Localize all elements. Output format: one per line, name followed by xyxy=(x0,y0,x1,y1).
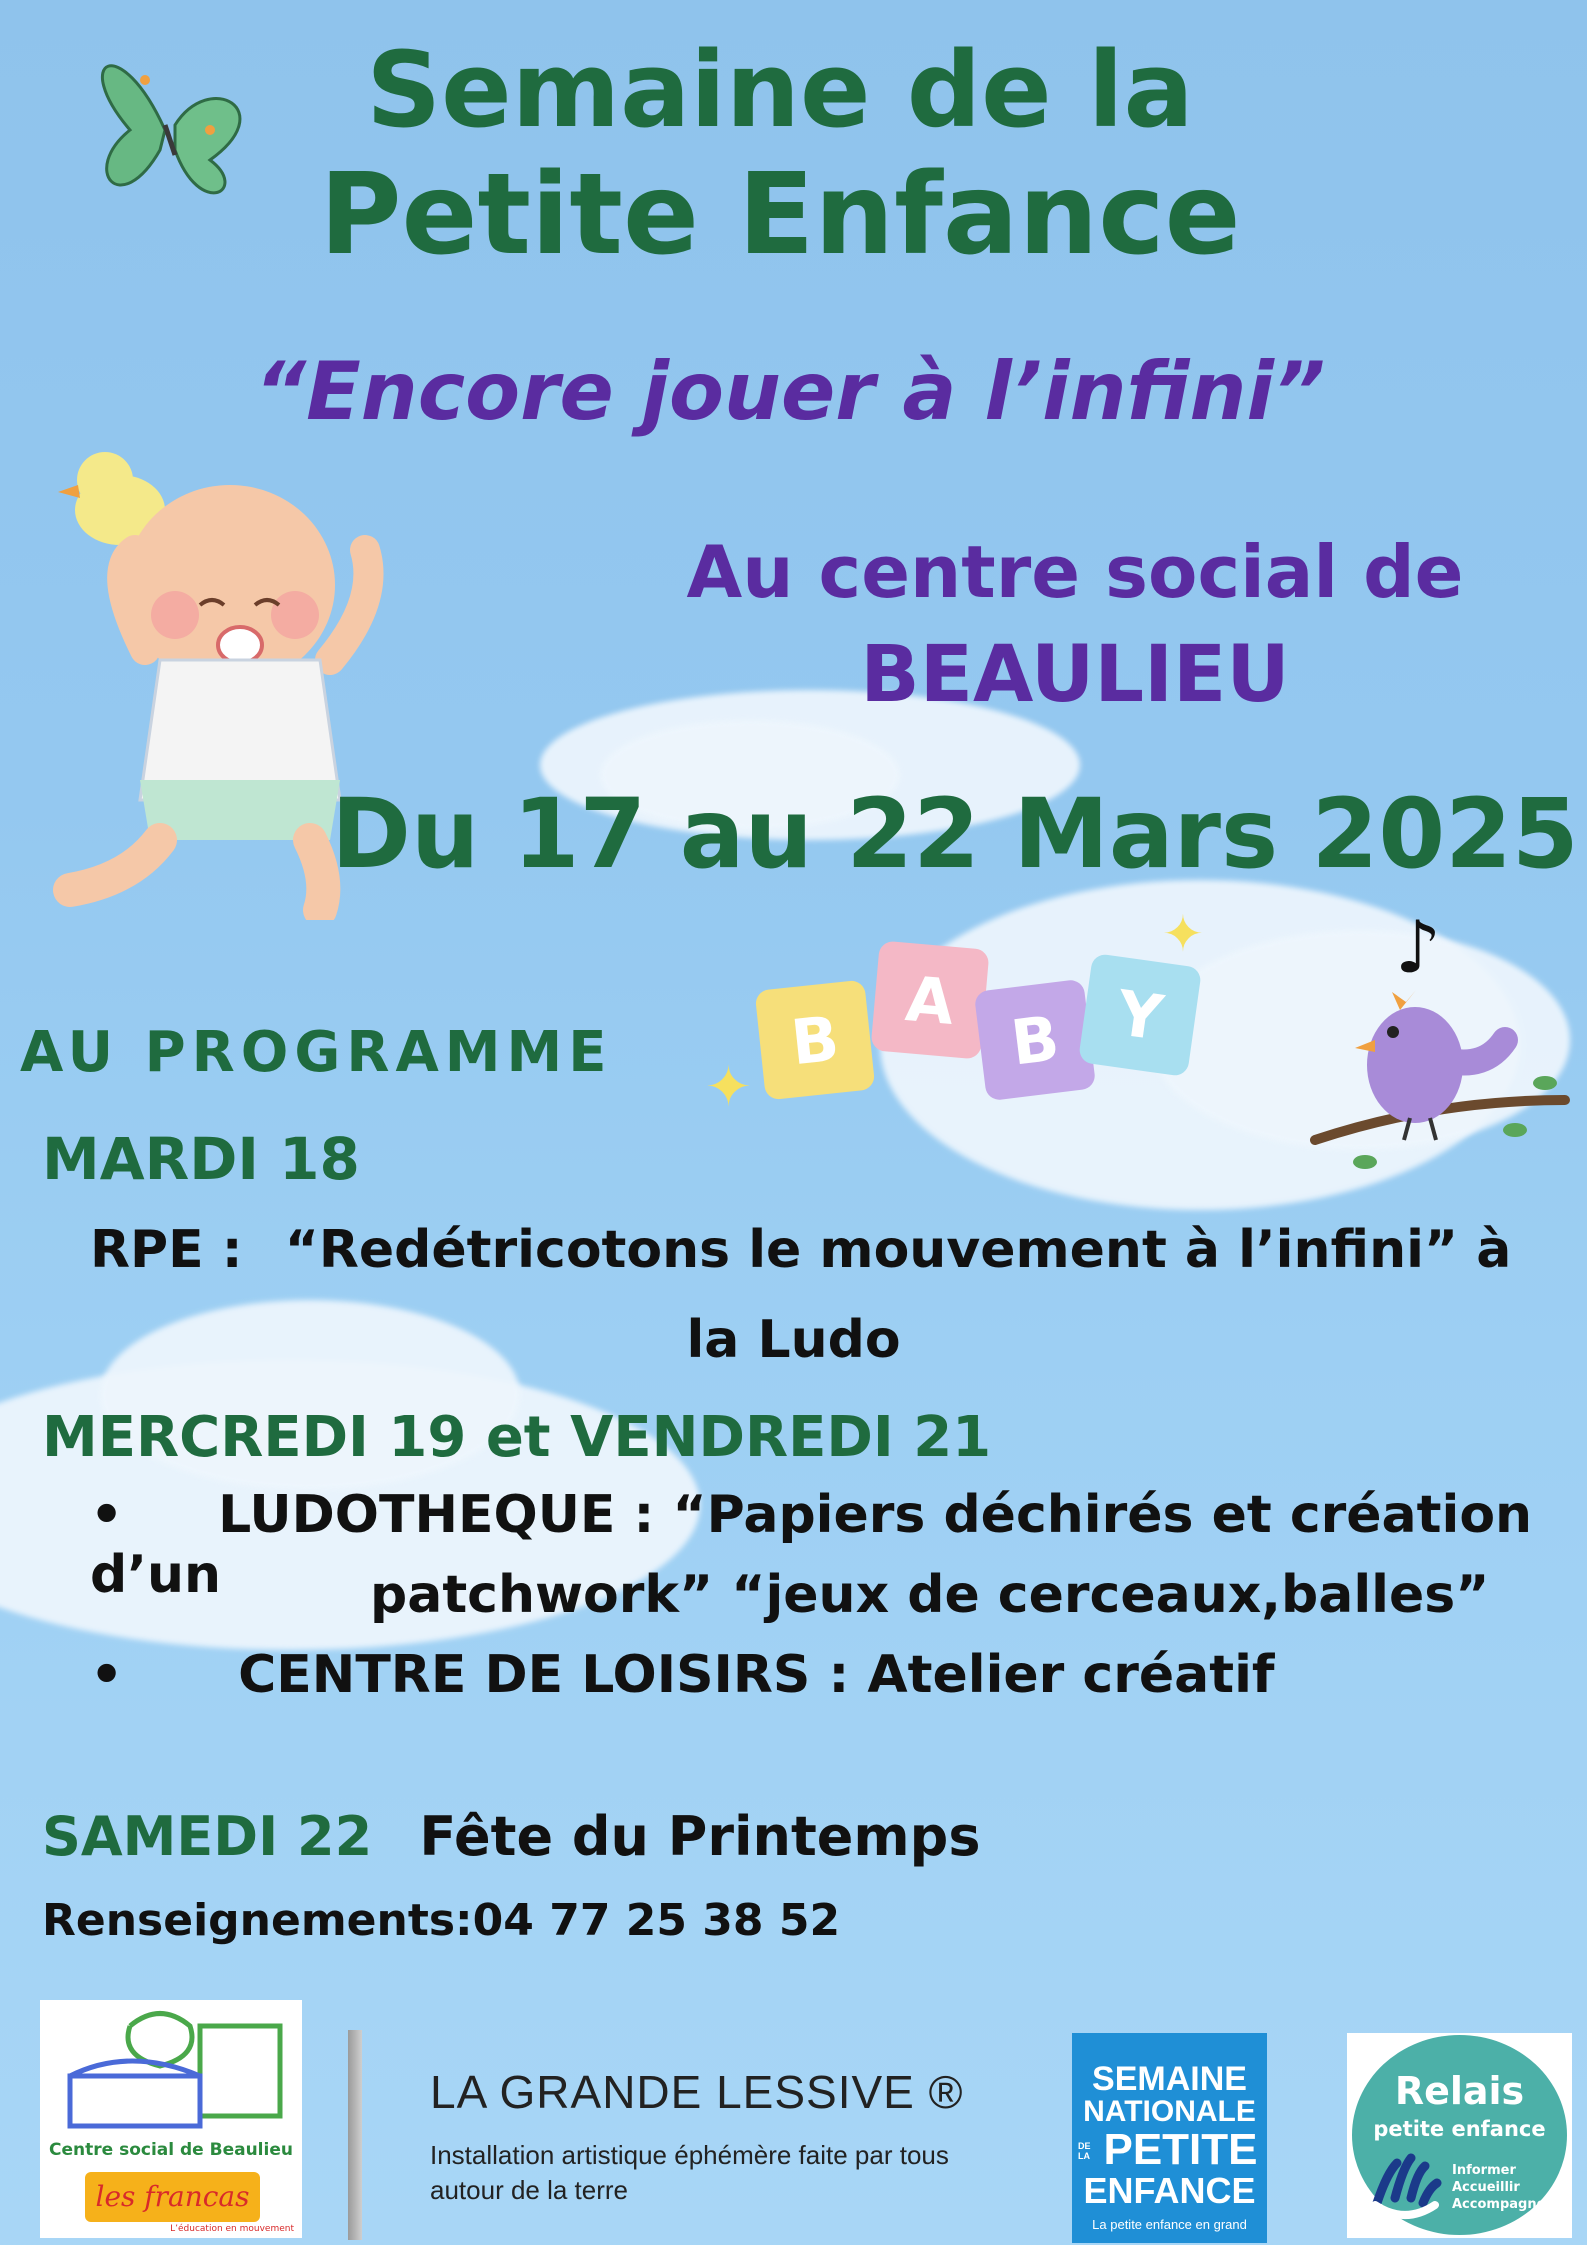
sparkle-icon: ✦ xyxy=(705,1055,752,1120)
lessive-text: autour de la terre xyxy=(430,2175,629,2205)
francas-badge xyxy=(85,2172,260,2222)
program-item xyxy=(90,1220,1570,1280)
lessive-text: Installation artistique éphémère faite par tous xyxy=(430,2140,949,2170)
location-line1: Au centre social de xyxy=(686,530,1464,614)
bullet-icon: • xyxy=(90,1485,124,1545)
baby-block: B xyxy=(755,980,876,1101)
baby-block: B xyxy=(974,979,1097,1102)
day-heading: SAMEDI 22 xyxy=(42,1805,373,1868)
relais-item: Accueillir xyxy=(1452,2180,1520,2195)
centre-social-name: Centre social de Beaulieu xyxy=(49,2140,293,2160)
semaine-line: PETITE xyxy=(1103,2125,1258,2174)
francas-name: les francas xyxy=(95,2180,250,2213)
subtitle: “Encore jouer à l’infini” xyxy=(254,345,1326,438)
semaine-line: ENFANCE xyxy=(1083,2170,1256,2211)
bullet-icon: • xyxy=(90,1645,124,1705)
baby-block: Y xyxy=(1078,953,1202,1077)
lessive-title: LA GRANDE LESSIVE ® xyxy=(430,2066,964,2118)
item-label: CENTRE DE LOISIRS : xyxy=(238,1645,850,1705)
butterfly-icon xyxy=(60,20,270,220)
day-heading: MERCREDI 19 et VENDREDI 21 xyxy=(42,1405,992,1470)
item-text: “Papiers déchirés et création d’un xyxy=(90,1485,1533,1605)
relais-subtitle: petite enfance xyxy=(1373,2117,1546,2141)
relais-title: Relais xyxy=(1394,2069,1525,2113)
day-heading: MARDI 18 xyxy=(42,1125,360,1193)
baby-block: A xyxy=(870,940,989,1059)
semaine-tagline: La petite enfance en grand xyxy=(1092,2217,1247,2232)
item-text: “Redétricotons le mouvement à l’infini” à xyxy=(284,1220,1512,1280)
item-label: LUDOTHEQUE : xyxy=(218,1485,655,1545)
music-note-icon: ♪ xyxy=(1395,905,1441,989)
relais-logo xyxy=(1347,2033,1572,2238)
semaine-line-prefix: DE LA xyxy=(1078,2141,1091,2161)
relais-item: Informer xyxy=(1452,2163,1516,2178)
location-line2: BEAULIEU xyxy=(860,630,1290,720)
building-icon xyxy=(50,2006,290,2136)
bullet-item-line2: patchwork” “jeux de cerceaux,balles” xyxy=(370,1565,1490,1625)
page-title-line1: Semaine de la xyxy=(366,29,1194,151)
item-text: Fête du Printemps xyxy=(419,1805,981,1868)
saturday-row xyxy=(42,1805,980,1868)
item-label: RPE : xyxy=(90,1220,243,1280)
clothespin-icon xyxy=(348,2030,362,2240)
bullet-item xyxy=(90,1645,1570,1705)
semaine-nationale-logo xyxy=(1072,2033,1267,2243)
program-item-line2: la Ludo xyxy=(686,1310,901,1370)
contact-info: Renseignements:04 77 25 38 52 xyxy=(42,1895,841,1946)
relais-item: Accompagner xyxy=(1452,2197,1552,2212)
sparkle-icon: ✦ xyxy=(1162,905,1204,963)
grande-lessive-logo xyxy=(348,2030,1048,2240)
program-heading: AU PROGRAMME xyxy=(20,1020,613,1085)
centre-social-logo xyxy=(40,2000,302,2238)
page-title-line2: Petite Enfance xyxy=(319,150,1241,280)
semaine-line: SEMAINE xyxy=(1092,2060,1247,2098)
item-text: Atelier créatif xyxy=(867,1645,1275,1705)
event-dates: Du 17 au 22 Mars 2025 xyxy=(331,778,1579,890)
semaine-line: NATIONALE xyxy=(1083,2095,1256,2128)
hand-icon xyxy=(1367,2143,1447,2223)
bird-illustration xyxy=(1305,980,1575,1200)
francas-tagline: L’éducation en mouvement xyxy=(170,2224,294,2234)
